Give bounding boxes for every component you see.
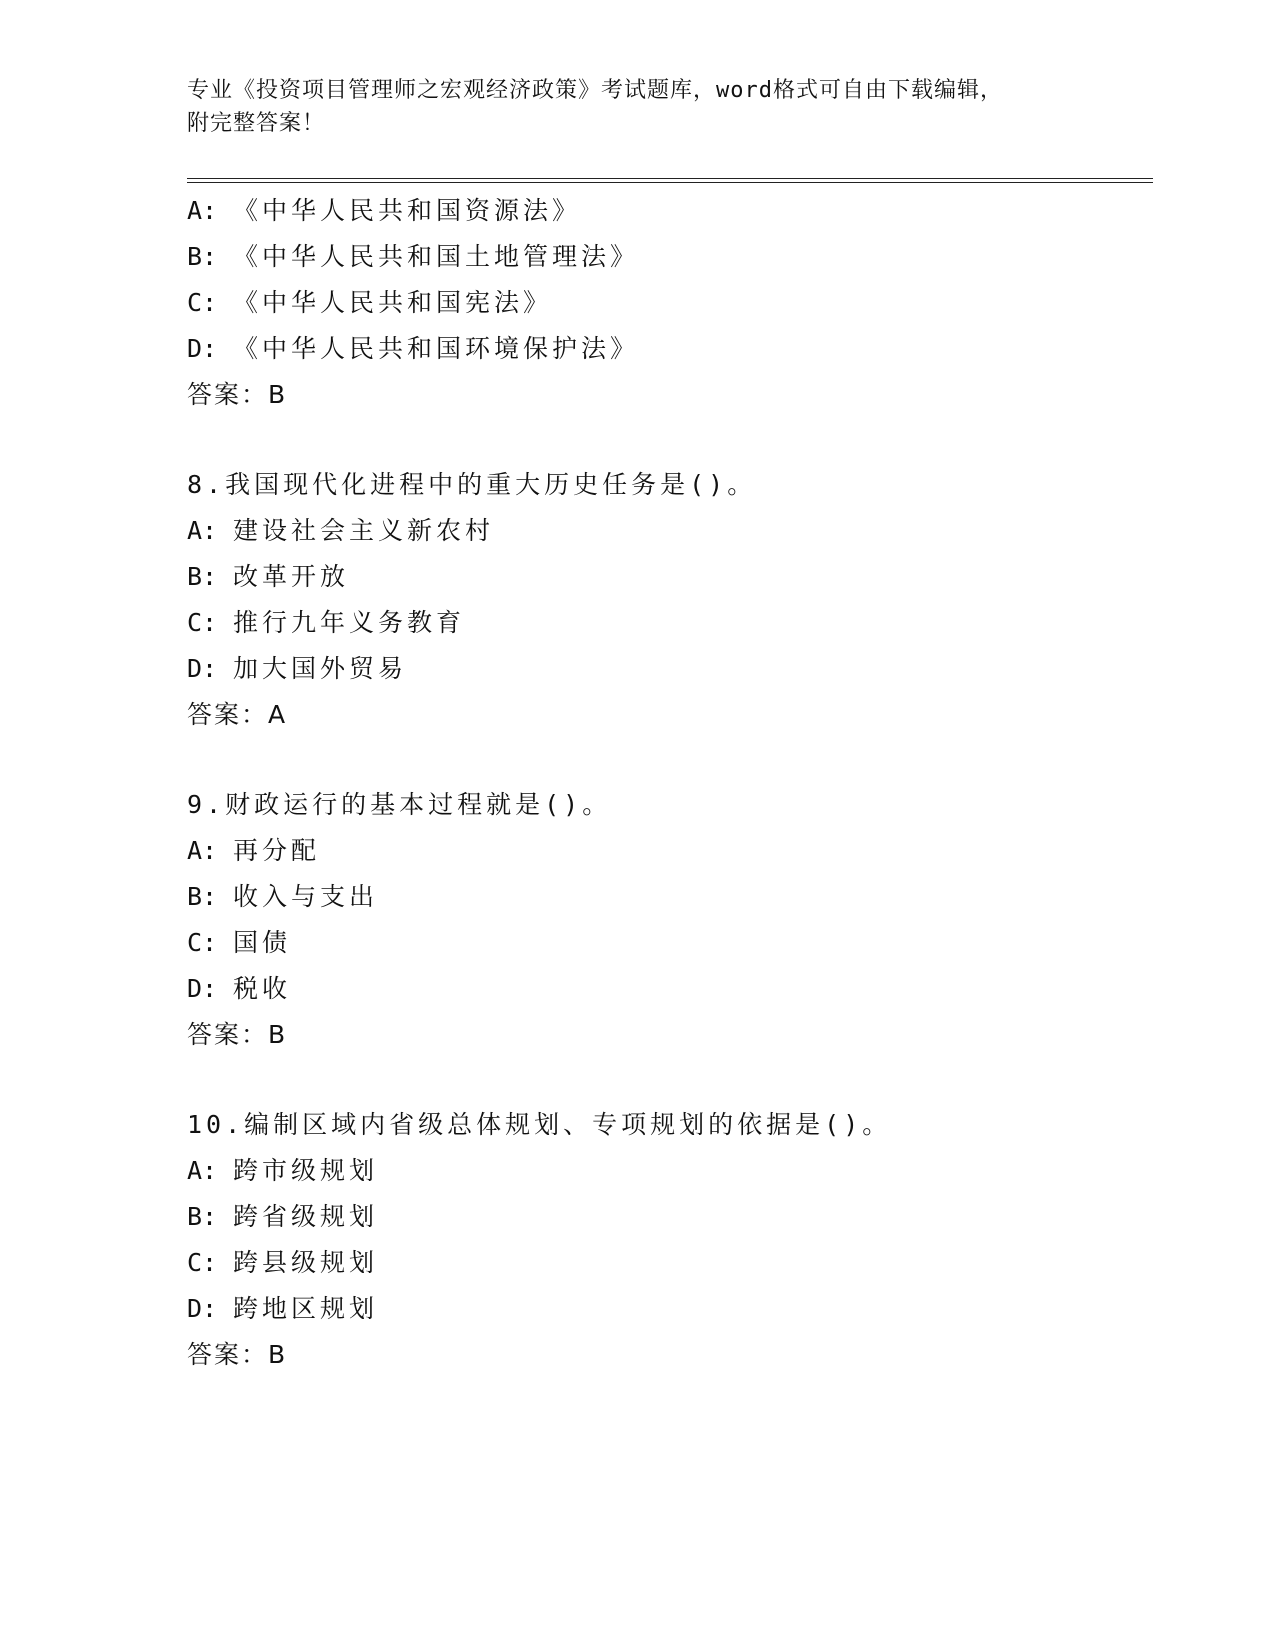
option-letter: D: [187, 334, 218, 363]
question-spacer [187, 418, 1153, 462]
option-letter: C: [187, 1248, 218, 1277]
option-letter: B: [187, 1202, 218, 1231]
option-letter: D: [187, 654, 218, 683]
option-letter: A: [187, 1156, 218, 1185]
question-spacer [187, 738, 1153, 782]
option-b [187, 554, 1153, 600]
option-text: 跨市级规划 [233, 1156, 379, 1185]
answer-line: 答案：B [187, 380, 288, 409]
option-text: 《中华人民共和国环境保护法》 [233, 334, 640, 363]
header-line-1: 专业《投资项目管理师之宏观经济政策》考试题库，word格式可自由下载编辑， [187, 78, 1003, 103]
option-text: 收入与支出 [233, 882, 379, 911]
option-text: 跨县级规划 [233, 1248, 379, 1277]
option-letter: A: [187, 196, 218, 225]
header-line-2: 附完整答案！ [187, 111, 326, 136]
header-divider-bottom [187, 182, 1153, 183]
option-text: 加大国外贸易 [233, 654, 408, 683]
question-text: 8.我国现代化进程中的重大历史任务是()。 [187, 470, 757, 499]
answer-line: 答案：A [187, 700, 288, 729]
option-a [187, 828, 1153, 874]
option-c [187, 280, 1153, 326]
option-text: 再分配 [233, 836, 321, 865]
option-text: 跨地区规划 [233, 1294, 379, 1323]
option-d [187, 1286, 1153, 1332]
option-letter: C: [187, 608, 218, 637]
option-letter: D: [187, 974, 218, 1003]
document-header [187, 74, 1087, 140]
question-spacer [187, 1058, 1153, 1102]
option-a [187, 188, 1153, 234]
option-a [187, 508, 1153, 554]
option-letter: D: [187, 1294, 218, 1323]
option-letter: B: [187, 562, 218, 591]
question-8 [187, 462, 1153, 738]
option-a [187, 1148, 1153, 1194]
option-text: 建设社会主义新农村 [233, 516, 495, 545]
option-text: 《中华人民共和国宪法》 [233, 288, 553, 317]
option-text: 推行九年义务教育 [233, 608, 466, 637]
option-b [187, 874, 1153, 920]
question-10 [187, 1102, 1153, 1378]
option-c [187, 1240, 1153, 1286]
option-text: 《中华人民共和国资源法》 [233, 196, 582, 225]
question-text: 9.财政运行的基本过程就是()。 [187, 790, 612, 819]
option-b [187, 234, 1153, 280]
question-text: 10.编制区域内省级总体规划、专项规划的依据是()。 [187, 1110, 892, 1139]
option-letter: C: [187, 928, 218, 957]
option-letter: A: [187, 836, 218, 865]
option-letter: B: [187, 242, 218, 271]
option-d [187, 966, 1153, 1012]
option-b [187, 1194, 1153, 1240]
option-letter: B: [187, 882, 218, 911]
option-text: 《中华人民共和国土地管理法》 [233, 242, 640, 271]
option-text: 改革开放 [233, 562, 350, 591]
answer-line: 答案：B [187, 1020, 288, 1049]
option-letter: C: [187, 288, 218, 317]
question-list [187, 188, 1153, 1378]
option-text: 国债 [233, 928, 292, 957]
option-c [187, 600, 1153, 646]
question-7 [187, 188, 1153, 418]
header-divider-top [187, 178, 1153, 179]
option-text: 跨省级规划 [233, 1202, 379, 1231]
option-c [187, 920, 1153, 966]
answer-line: 答案：B [187, 1340, 288, 1369]
option-letter: A: [187, 516, 218, 545]
option-d [187, 326, 1153, 372]
option-text: 税收 [233, 974, 292, 1003]
question-9 [187, 782, 1153, 1058]
option-d [187, 646, 1153, 692]
